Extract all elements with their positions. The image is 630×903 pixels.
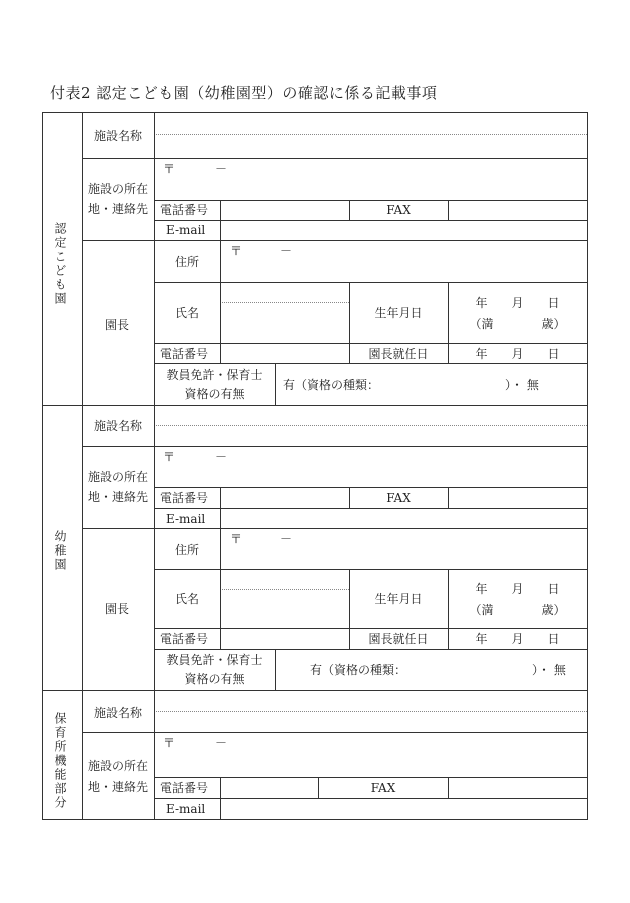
facility-name-label: 施設名称 bbox=[94, 129, 143, 143]
address-label-line2: 地・連絡先 bbox=[88, 490, 149, 504]
birth-date-label: 生年月日 bbox=[374, 592, 423, 606]
phone-label: 電話番号 bbox=[160, 491, 209, 505]
address-label-line2: 地・連絡先 bbox=[88, 202, 149, 216]
director-phone-label: 電話番号 bbox=[160, 632, 209, 646]
side-label: 幼稚園 bbox=[53, 530, 67, 572]
appointment-date-label: 園長就任日 bbox=[368, 632, 429, 646]
director-label: 園長 bbox=[105, 602, 130, 616]
director-postal-mark: 〒 bbox=[230, 532, 243, 546]
page-title: 付表2 認定こども園（幼稚園型）の確認に係る記載事項 bbox=[50, 84, 438, 102]
address-label-line2: 地・連絡先 bbox=[88, 780, 149, 794]
director-postal-dash: － bbox=[280, 244, 293, 258]
postal-mark: 〒 bbox=[163, 736, 176, 750]
side-label: 認定こども園 bbox=[53, 222, 67, 306]
appointment-date-ymd: 年 月 日 bbox=[475, 632, 560, 646]
fax-label: FAX bbox=[370, 781, 396, 795]
director-name-label: 氏名 bbox=[175, 592, 200, 606]
address-label-line1: 施設の所在 bbox=[88, 470, 149, 484]
frame-left bbox=[42, 112, 43, 820]
postal-mark: 〒 bbox=[163, 162, 176, 176]
facility-name-label: 施設名称 bbox=[94, 706, 143, 720]
email-label: E-mail bbox=[166, 802, 206, 816]
license-label-line1: 教員免許・保育士 bbox=[166, 653, 263, 667]
email-label: E-mail bbox=[166, 223, 206, 237]
license-label-line2: 資格の有無 bbox=[184, 672, 245, 686]
license-value: 有（資格の種類： ）・ 無 bbox=[310, 663, 566, 677]
age-field: （満 歳） bbox=[469, 603, 566, 617]
age-field: （満 歳） bbox=[469, 317, 566, 331]
side-label: 保育所機能部分 bbox=[53, 712, 67, 810]
director-label: 園長 bbox=[105, 318, 130, 332]
birth-date-ymd: 年 月 日 bbox=[475, 296, 560, 310]
birth-date-label: 生年月日 bbox=[374, 306, 423, 320]
license-label-line1: 教員免許・保育士 bbox=[166, 368, 263, 382]
director-postal-dash: － bbox=[280, 532, 293, 546]
birth-date-ymd: 年 月 日 bbox=[475, 582, 560, 596]
director-name-label: 氏名 bbox=[175, 306, 200, 320]
director-address-label: 住所 bbox=[175, 543, 200, 557]
license-label-line2: 資格の有無 bbox=[184, 387, 245, 401]
address-label-line1: 施設の所在 bbox=[88, 759, 149, 773]
fax-label: FAX bbox=[386, 491, 411, 505]
appointment-date-label: 園長就任日 bbox=[368, 347, 429, 361]
director-postal-mark: 〒 bbox=[230, 244, 243, 258]
appointment-date-ymd: 年 月 日 bbox=[475, 347, 560, 361]
phone-label: 電話番号 bbox=[160, 781, 209, 795]
director-address-label: 住所 bbox=[175, 255, 200, 269]
phone-label: 電話番号 bbox=[160, 203, 209, 217]
address-label-line1: 施設の所在 bbox=[88, 182, 149, 196]
postal-dash: － bbox=[215, 736, 228, 750]
director-phone-label: 電話番号 bbox=[160, 347, 209, 361]
facility-name-label: 施設名称 bbox=[94, 419, 143, 433]
frame-right bbox=[587, 112, 588, 820]
postal-dash: － bbox=[215, 162, 228, 176]
postal-dash: － bbox=[215, 450, 228, 464]
email-label: E-mail bbox=[166, 512, 206, 526]
fax-label: FAX bbox=[386, 203, 411, 217]
postal-mark: 〒 bbox=[163, 450, 176, 464]
license-value: 有（資格の種類： ）・ 無 bbox=[283, 378, 539, 392]
